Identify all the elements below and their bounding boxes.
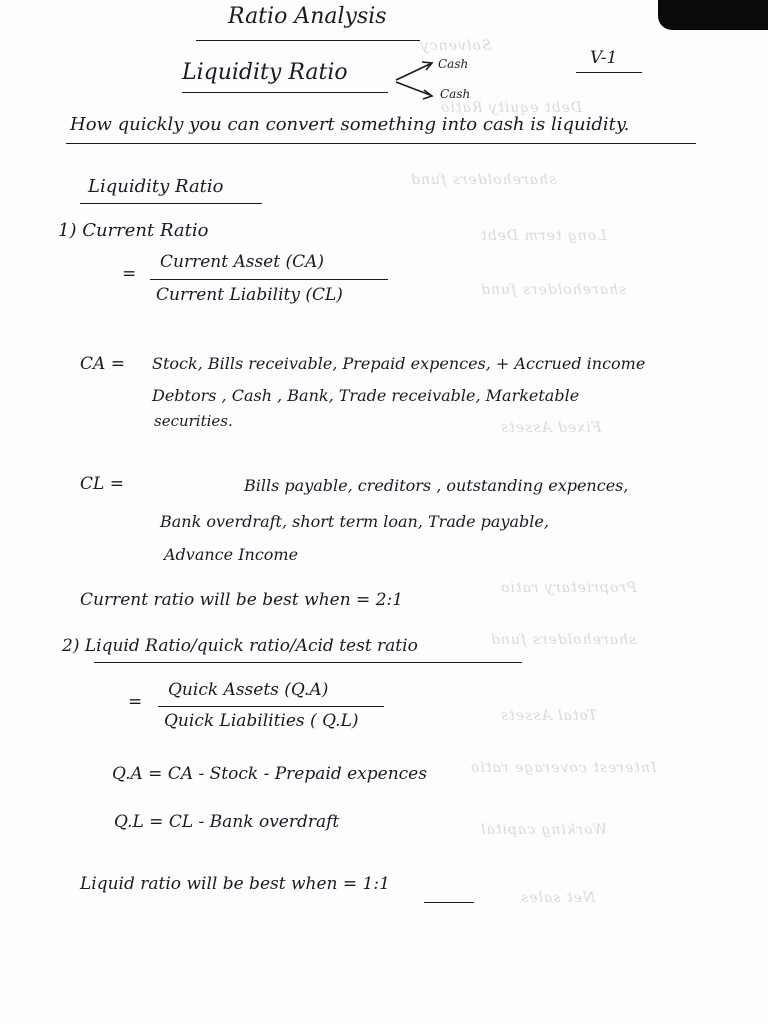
ql-formula: Q.L = CL - Bank overdraft xyxy=(114,812,340,832)
current-ratio-heading: 1) Current Ratio xyxy=(58,220,209,241)
liquid-ratio-heading-underline xyxy=(94,662,522,663)
bleed-through-text: shareholders fund xyxy=(480,282,627,298)
current-ratio-numerator: Current Asset (CA) xyxy=(160,252,325,272)
cl-label: CL = xyxy=(80,474,124,494)
page-title: Ratio Analysis xyxy=(228,4,387,29)
equals-sign: = xyxy=(128,692,143,712)
page-label: V-1 xyxy=(590,48,618,68)
page-label-underline xyxy=(576,72,642,73)
branch-bottom-label: Cash xyxy=(440,87,471,101)
branch-arrow-down-head xyxy=(423,90,432,99)
bleed-through-text: Net sales xyxy=(520,890,596,906)
current-ratio-best: Current ratio will be best when = 2:1 xyxy=(80,590,404,610)
section-heading-underline xyxy=(80,203,262,204)
bleed-through-text: Interest coverage ratio xyxy=(470,760,657,776)
current-ratio-denominator: Current Liability (CL) xyxy=(156,285,343,305)
cl-items-line-3: Advance Income xyxy=(164,545,299,564)
bleed-through-text: shareholders fund xyxy=(410,172,557,188)
liquidity-ratio-header: Liquidity Ratio xyxy=(182,60,348,85)
ca-items-line-1: Stock, Bills receivable, Prepaid expences, + Accrued income xyxy=(152,354,646,373)
definition-underline xyxy=(66,143,696,144)
bleed-through-text: Fixed Assets xyxy=(500,420,602,436)
liquid-ratio-best: Liquid ratio will be best when = 1:1 xyxy=(80,874,390,894)
branch-top-label: Cash xyxy=(438,57,469,71)
bleed-through-text: Solvency xyxy=(420,38,492,54)
branch-arrow-down xyxy=(396,82,430,95)
fraction-bar xyxy=(150,279,388,280)
ca-items-line-2: Debtors , Cash , Bank, Trade receivable, Marketable xyxy=(152,386,580,405)
liquidity-header-underline xyxy=(182,92,388,93)
liquid-ratio-numerator: Quick Assets (Q.A) xyxy=(168,680,329,700)
qa-formula: Q.A = CA - Stock - Prepaid expences xyxy=(112,764,427,784)
bleed-through-text: Total Assets xyxy=(500,708,598,724)
cl-items-line-2: Bank overdraft, short term loan, Trade payable, xyxy=(160,512,549,531)
liquid-ratio-denominator: Quick Liabilities ( Q.L) xyxy=(164,711,359,731)
cl-items-line-1: Bills payable, creditors , outstanding expences, xyxy=(244,476,629,495)
liquidity-definition: How quickly you can convert something into cash is liquidity. xyxy=(70,114,630,135)
ca-items-line-3: securities. xyxy=(154,412,233,430)
ratio-underline xyxy=(424,902,474,903)
fraction-bar xyxy=(158,706,384,707)
equals-sign: = xyxy=(122,264,137,284)
bleed-through-text: Working capital xyxy=(480,822,608,838)
section-heading: Liquidity Ratio xyxy=(88,176,224,197)
bleed-through-text: Proprietary ratio xyxy=(500,580,637,596)
bleed-through-text: shareholders fund xyxy=(490,632,637,648)
title-underline xyxy=(196,40,420,41)
page-corner-shadow xyxy=(658,0,768,30)
branch-arrow-up-head xyxy=(422,62,432,70)
bleed-through-text: Long term Debt xyxy=(480,228,607,244)
liquid-ratio-heading: 2) Liquid Ratio/quick ratio/Acid test ratio xyxy=(62,636,418,656)
ca-label: CA = xyxy=(80,354,125,374)
bleed-through-text: Debt equity Ratio xyxy=(440,100,583,116)
branch-arrow-up xyxy=(396,64,430,80)
